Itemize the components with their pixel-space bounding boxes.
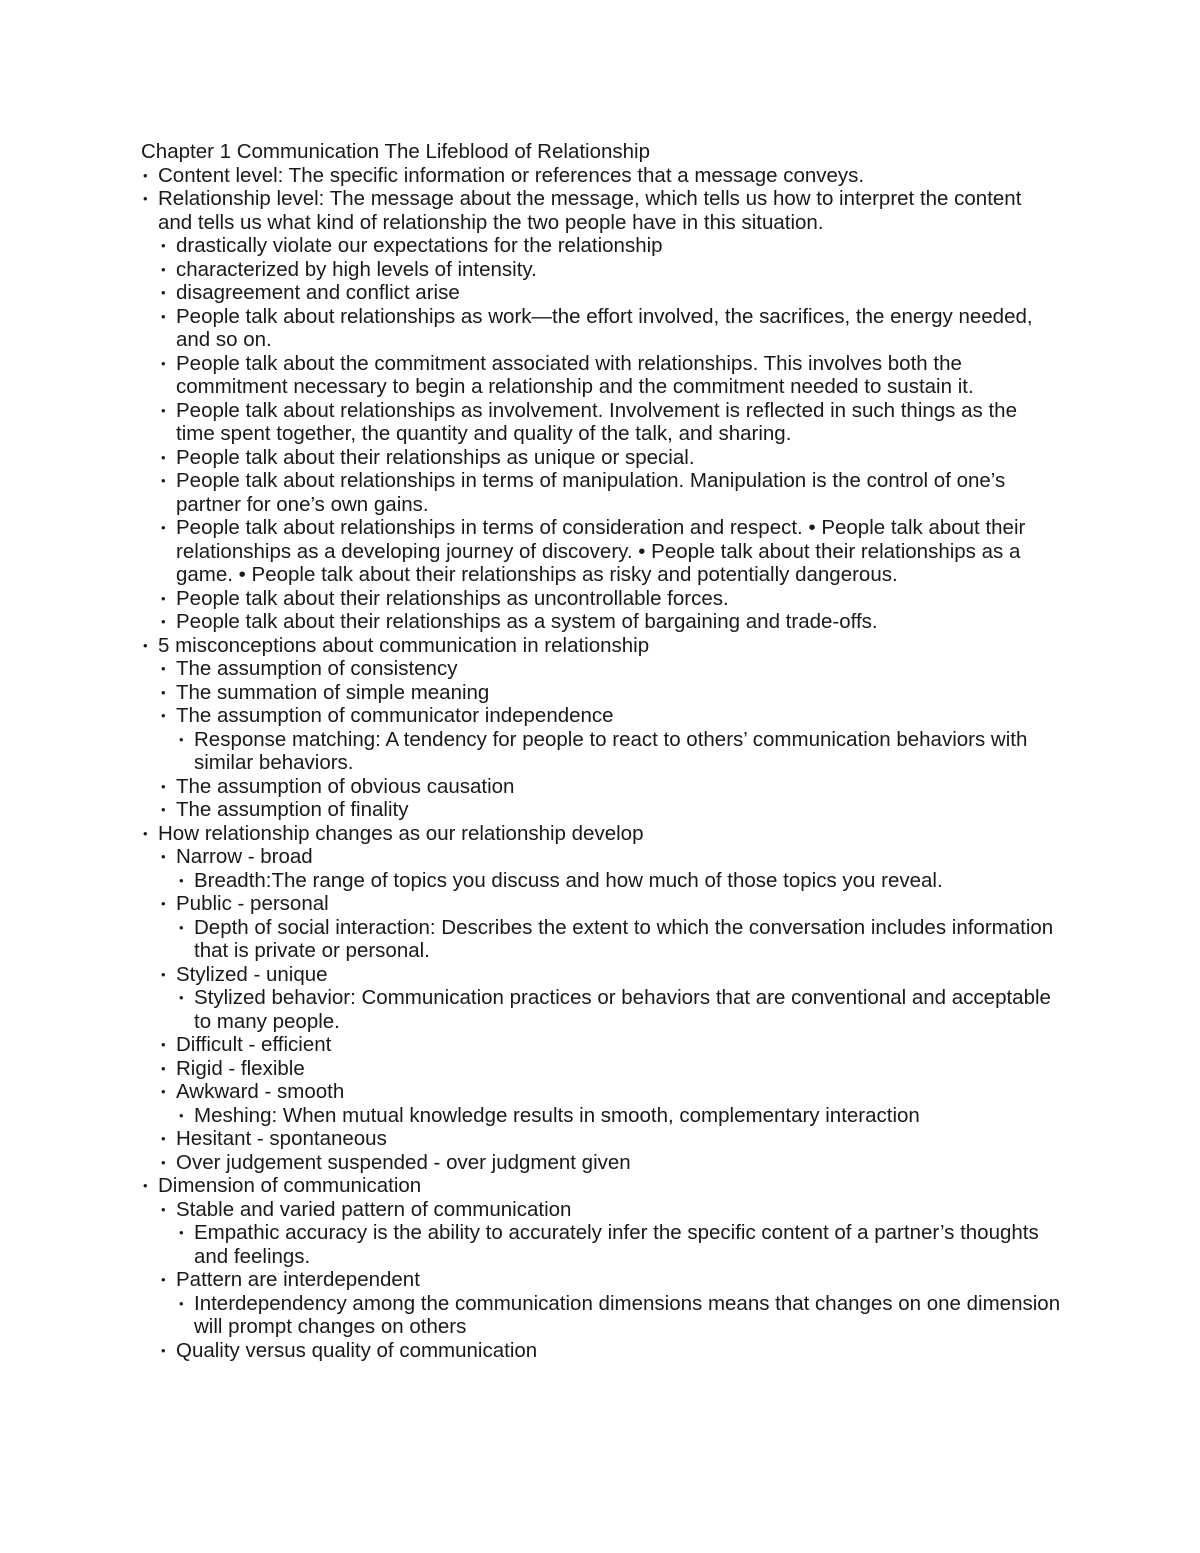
bullet-item-level-2: • drastically violate our expectations for the relationship xyxy=(159,234,1061,258)
bullet-item-level-2: • People talk about relationships as work—the effort involved, the sacrifices, the energy needed, and so on. xyxy=(159,305,1061,352)
bullet-item-level-2: • Public - personal xyxy=(159,892,1061,916)
bullet-item-level-2: • People talk about their relationships as a system of bargaining and trade-offs. xyxy=(159,610,1061,634)
bullet-item-level-2: • The assumption of consistency xyxy=(159,657,1061,681)
document-page xyxy=(141,140,1061,1362)
bullet-item-level-3: • Breadth:The range of topics you discuss and how much of those topics you reveal. xyxy=(177,869,1061,893)
bullet-item-level-3: • Stylized behavior: Communication practices or behaviors that are conventional and acceptable to many people. xyxy=(177,986,1061,1033)
bullet-item-level-2: • Quality versus quality of communication xyxy=(159,1339,1061,1363)
bullet-item-level-2: • The assumption of finality xyxy=(159,798,1061,822)
bullet-item-level-2: • Narrow - broad xyxy=(159,845,1061,869)
bullet-item-level-2: • People talk about relationships in terms of manipulation. Manipulation is the control of one’s partner for one’s own gains. xyxy=(159,469,1061,516)
bullet-item-level-3: • Meshing: When mutual knowledge results in smooth, complementary interaction xyxy=(177,1104,1061,1128)
bullet-item-level-2: • disagreement and conflict arise xyxy=(159,281,1061,305)
bullet-item-level-2: • Hesitant - spontaneous xyxy=(159,1127,1061,1151)
bullet-item-level-1: • Dimension of communication xyxy=(141,1174,1061,1198)
bullet-item-level-2: • Stable and varied pattern of communication xyxy=(159,1198,1061,1222)
bullet-item-level-2: • The assumption of obvious causation xyxy=(159,775,1061,799)
bullet-item-level-1: • How relationship changes as our relationship develop xyxy=(141,822,1061,846)
bullet-item-level-2: • People talk about their relationships as uncontrollable forces. xyxy=(159,587,1061,611)
bullet-item-level-2: • Pattern are interdependent xyxy=(159,1268,1061,1292)
bullet-item-level-2: • characterized by high levels of intensity. xyxy=(159,258,1061,282)
bullet-item-level-2: • Rigid - flexible xyxy=(159,1057,1061,1081)
bullet-item-level-2: • People talk about relationships as involvement. Involvement is reflected in such things as the time spent together, the quantity and quality of the talk, and sharing. xyxy=(159,399,1061,446)
bullet-item-level-2: • People talk about relationships in terms of consideration and respect. • People talk about their relationships as a developing journey of discovery. • People talk about their relationships as a game. • People talk about their relationships as risky and potentially dangerous. xyxy=(159,516,1061,587)
bullet-item-level-1: • 5 misconceptions about communication in relationship xyxy=(141,634,1061,658)
bullet-item-level-2: • The summation of simple meaning xyxy=(159,681,1061,705)
bullet-item-level-2: • Over judgement suspended - over judgment given xyxy=(159,1151,1061,1175)
bullet-item-level-3: • Response matching: A tendency for people to react to others’ communication behaviors with similar behaviors. xyxy=(177,728,1061,775)
bullet-item-level-2: • Difficult - efficient xyxy=(159,1033,1061,1057)
bullet-item-level-1: • Content level: The specific information or references that a message conveys. xyxy=(141,164,1061,188)
notes-outline xyxy=(141,164,1061,1363)
bullet-item-level-2: • People talk about their relationships as unique or special. xyxy=(159,446,1061,470)
bullet-item-level-3: • Interdependency among the communication dimensions means that changes on one dimension will prompt changes on others xyxy=(177,1292,1061,1339)
bullet-item-level-3: • Empathic accuracy is the ability to accurately infer the specific content of a partner’s thoughts and feelings. xyxy=(177,1221,1061,1268)
bullet-item-level-2: • Stylized - unique xyxy=(159,963,1061,987)
bullet-item-level-2: • People talk about the commitment associated with relationships. This involves both the commitment necessary to begin a relationship and the commitment needed to sustain it. xyxy=(159,352,1061,399)
bullet-item-level-1: • Relationship level: The message about the message, which tells us how to interpret the content and tells us what kind of relationship the two people have in this situation. xyxy=(141,187,1061,234)
bullet-item-level-2: • Awkward - smooth xyxy=(159,1080,1061,1104)
bullet-item-level-2: • The assumption of communicator independence xyxy=(159,704,1061,728)
bullet-item-level-3: • Depth of social interaction: Describes the extent to which the conversation includes information that is private or personal. xyxy=(177,916,1061,963)
document-title: Chapter 1 Communication The Lifeblood of Relationship xyxy=(141,140,651,163)
